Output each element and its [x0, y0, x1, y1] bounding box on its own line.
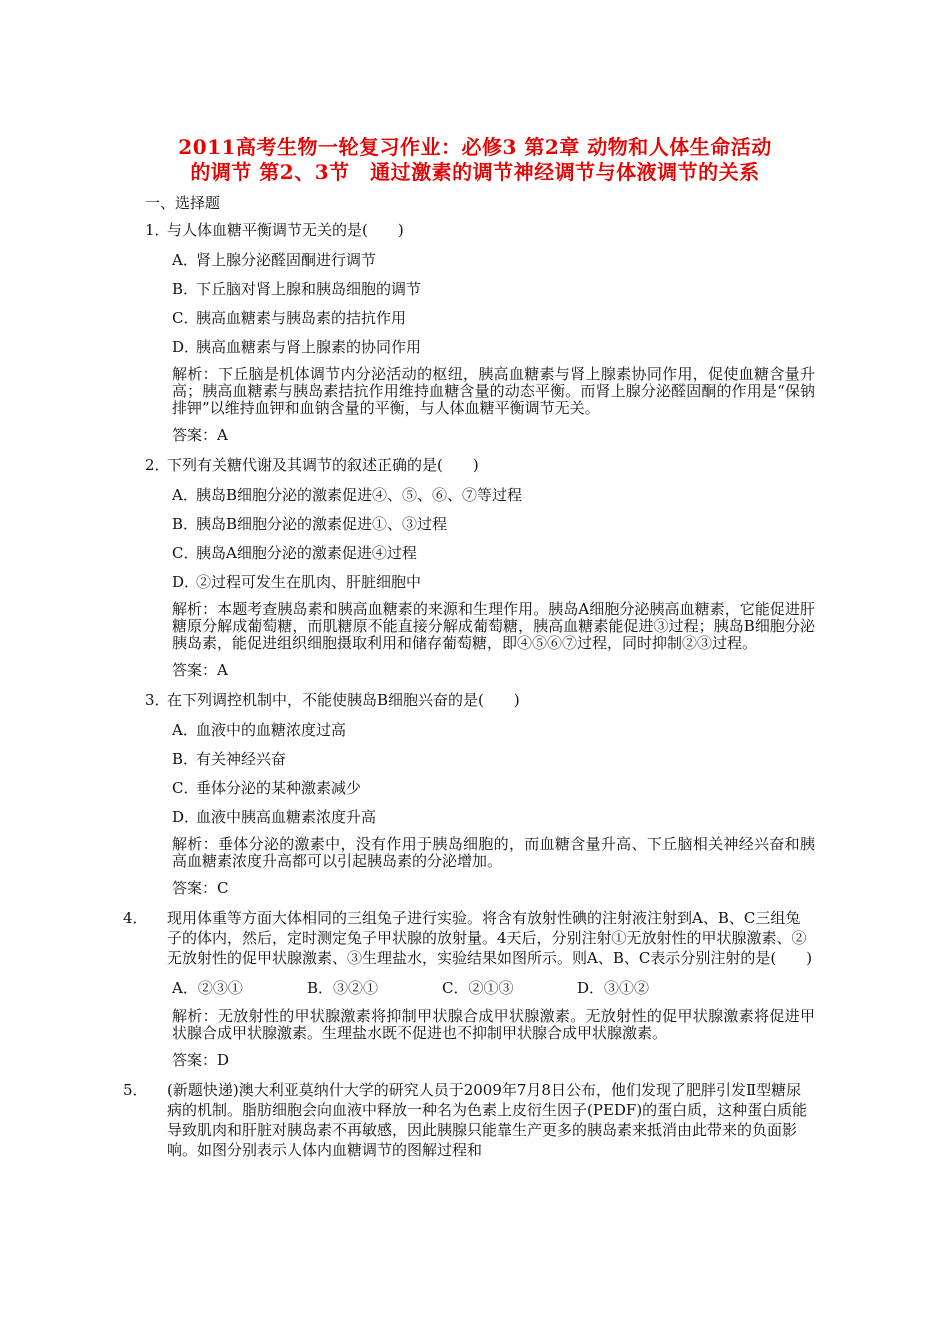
- option-label: D．: [172, 808, 200, 826]
- document-title: [120, 135, 830, 185]
- question-1-answer: 答案：A: [172, 426, 228, 444]
- question-number: 4．: [123, 909, 148, 927]
- question-4-option-b: B．③②①: [307, 979, 379, 997]
- question-4-options: [172, 978, 815, 998]
- question-5-stem: [123, 1080, 815, 1160]
- question-1-stem: [145, 220, 815, 240]
- question-number: 2．: [145, 456, 170, 474]
- question-3-option-b: [172, 749, 815, 769]
- option-text: ②过程可发生在肌肉、肝脏细胞中: [196, 573, 422, 591]
- option-text: 血液中的血糖浓度过高: [196, 721, 347, 739]
- option-text: 胰岛A细胞分泌的激素促进④过程: [196, 544, 417, 562]
- option-text: 胰岛B细胞分泌的激素促进④、⑤、⑥、⑦等过程: [196, 486, 523, 504]
- question-text: (新题快递)澳大利亚莫纳什大学的研究人员于2009年7月8日公布，他们发现了肥胖引发Ⅱ型糖尿病的机制。脂肪细胞会向血液中释放一种名为色素上皮衍生因子(PEDF)的蛋白质，这种蛋白质能导致肌肉和肝脏对胰岛素不再敏感，因此胰腺只能靠生产更多的胰岛素来抵消由此带来的负面影响。如图分别表示人体内血糖调节的图解过程和: [167, 1081, 808, 1159]
- option-label: A．: [172, 486, 198, 504]
- option-label: A．: [172, 721, 198, 739]
- question-3-option-c: [172, 778, 815, 798]
- question-text: 现用体重等方面大体相同的三组兔子进行实验。将含有放射性碘的注射液注射到A、B、C三组兔子的体内，然后，定时测定兔子甲状腺的放射量。4天后，分别注射①无放射性的甲状腺激素、②无放射性的促甲状腺激素、③生理盐水，实验结果如图所示。则A、B、C表示分别注射的是( ): [167, 909, 813, 967]
- option-label: B．: [172, 515, 199, 533]
- question-4-option-c: C．②①③: [442, 979, 514, 997]
- option-label: D．: [172, 338, 200, 356]
- question-4-answer: 答案：D: [172, 1051, 230, 1069]
- question-number: 1．: [145, 221, 170, 239]
- question-2-answer: 答案：A: [172, 661, 228, 679]
- option-label: C．: [172, 544, 199, 562]
- question-1-option-c: [172, 308, 815, 328]
- question-text: 在下列调控机制中，不能使胰岛B细胞兴奋的是( ): [167, 691, 520, 709]
- question-1-explanation: 解析：下丘脑是机体调节内分泌活动的枢纽，胰高血糖素与肾上腺素协同作用，促使血糖含量升高；胰高血糖素与胰岛素拮抗作用维持血糖含量的动态平衡。而肾上腺分泌醛固酮的作用是“保钠排钾”以维持血钾和血钠含量的平衡，与人体血糖平衡调节无关。: [172, 365, 815, 417]
- question-1-option-d: [172, 337, 815, 357]
- question-text: 与人体血糖平衡调节无关的是( ): [167, 221, 404, 239]
- question-2-explanation: 解析：本题考查胰岛素和胰高血糖素的来源和生理作用。胰岛A细胞分泌胰高血糖素，它能促进肝糖原分解成葡萄糖，而肌糖原不能直接分解成葡萄糖，胰高血糖素能促进③过程；胰岛B细胞分泌胰岛素，能促进组织细胞摄取利用和储存葡萄糖，即④⑤⑥⑦过程，同时抑制②③过程。: [172, 600, 815, 652]
- option-text: 肾上腺分泌醛固酮进行调节: [196, 251, 377, 269]
- option-label: B．: [172, 750, 199, 768]
- question-3-explanation: 解析：垂体分泌的激素中，没有作用于胰岛细胞的，而血糖含量升高、下丘脑相关神经兴奋和胰高血糖素浓度升高都可以引起胰岛素的分泌增加。: [172, 835, 815, 870]
- question-2-option-a: [172, 485, 815, 505]
- question-2-stem: [145, 455, 815, 475]
- question-3-answer: 答案：C: [172, 879, 229, 897]
- question-2-option-b: [172, 514, 815, 534]
- question-text: 下列有关糖代谢及其调节的叙述正确的是( ): [167, 456, 479, 474]
- question-4-option-d: D．③①②: [577, 979, 650, 997]
- question-3-option-d: [172, 807, 815, 827]
- option-label: C．: [172, 779, 199, 797]
- question-number: 3．: [145, 691, 170, 709]
- question-1-option-b: [172, 279, 815, 299]
- option-text: 血液中胰高血糖素浓度升高: [196, 808, 377, 826]
- question-1-option-a: [172, 250, 815, 270]
- option-label: B．: [172, 280, 199, 298]
- option-text: 胰高血糖素与胰岛素的拮抗作用: [196, 309, 407, 327]
- question-number: 5．: [123, 1081, 148, 1099]
- question-2-option-c: [172, 543, 815, 563]
- question-3-option-a: [172, 720, 815, 740]
- question-list: [123, 220, 815, 1170]
- option-text: 胰高血糖素与肾上腺素的协同作用: [196, 338, 422, 356]
- question-4-option-a: A．②③①: [172, 979, 243, 997]
- option-text: 下丘脑对肾上腺和胰岛细胞的调节: [196, 280, 422, 298]
- question-4-stem: [123, 908, 815, 968]
- question-4-explanation: 解析：无放射性的甲状腺激素将抑制甲状腺合成甲状腺激素。无放射性的促甲状腺激素将促进甲状腺合成甲状腺激素。生理盐水既不促进也不抑制甲状腺合成甲状腺激素。: [172, 1007, 815, 1042]
- title-line-1: 2011高考生物一轮复习作业：必修3 第2章 动物和人体生命活动: [178, 135, 772, 159]
- section-heading: 一、选择题: [145, 194, 221, 212]
- option-text: 有关神经兴奋: [196, 750, 287, 768]
- question-3-stem: [145, 690, 815, 710]
- title-line-2: 的调节 第2、3节 通过激素的调节神经调节与体液调节的关系: [190, 160, 760, 184]
- option-label: D．: [172, 573, 200, 591]
- option-text: 胰岛B细胞分泌的激素促进①、③过程: [196, 515, 448, 533]
- option-text: 垂体分泌的某种激素减少: [196, 779, 362, 797]
- question-2-option-d: [172, 572, 815, 592]
- option-label: A．: [172, 251, 198, 269]
- option-label: C．: [172, 309, 199, 327]
